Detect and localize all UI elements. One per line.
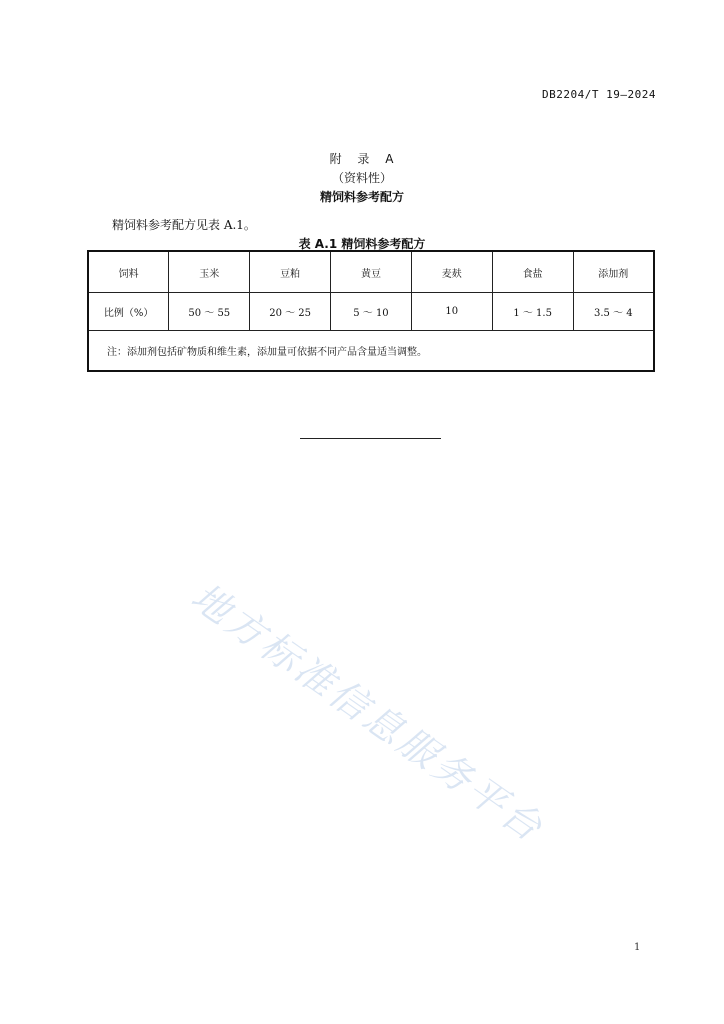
table-header-cell: 麦麸 [411, 251, 492, 293]
table-row [88, 293, 654, 331]
intro-paragraph: 精饲料参考配方见表 A.1。 [112, 218, 256, 232]
table-cell: 10 [411, 293, 492, 331]
table-header-cell: 添加剂 [573, 251, 654, 293]
table-cell: 5 ～ 10 [331, 293, 412, 331]
appendix-title: 附 录 A [329, 152, 395, 166]
table-note: 注：添加剂包括矿物质和维生素，添加量可依据不同产品含量适当调整。 [88, 331, 654, 372]
table-header-cell: 豆粕 [250, 251, 331, 293]
appendix-heading: 精饲料参考配方 [319, 190, 404, 204]
table-cell: 20 ～ 25 [250, 293, 331, 331]
table-header-cell: 玉米 [169, 251, 250, 293]
table-note-row [88, 331, 654, 372]
document-code: DB2204/T 19—2024 [542, 88, 656, 101]
table-caption: 表 A.1 精饲料参考配方 [298, 237, 426, 251]
table-cell: 比例（%） [88, 293, 169, 331]
end-rule [300, 438, 441, 439]
table-cell: 50 ～ 55 [169, 293, 250, 331]
appendix-type: （资料性） [331, 171, 392, 185]
watermark: 地方标准信息服务平台 [183, 574, 553, 852]
table-header-row [88, 251, 654, 293]
formula-table [87, 250, 655, 372]
table-header-cell: 饲料 [88, 251, 169, 293]
table-header-cell: 食盐 [492, 251, 573, 293]
table-cell: 1 ～ 1.5 [492, 293, 573, 331]
page-number: 1 [634, 942, 641, 953]
table-cell: 3.5 ～ 4 [573, 293, 654, 331]
table-header-cell: 黄豆 [331, 251, 412, 293]
